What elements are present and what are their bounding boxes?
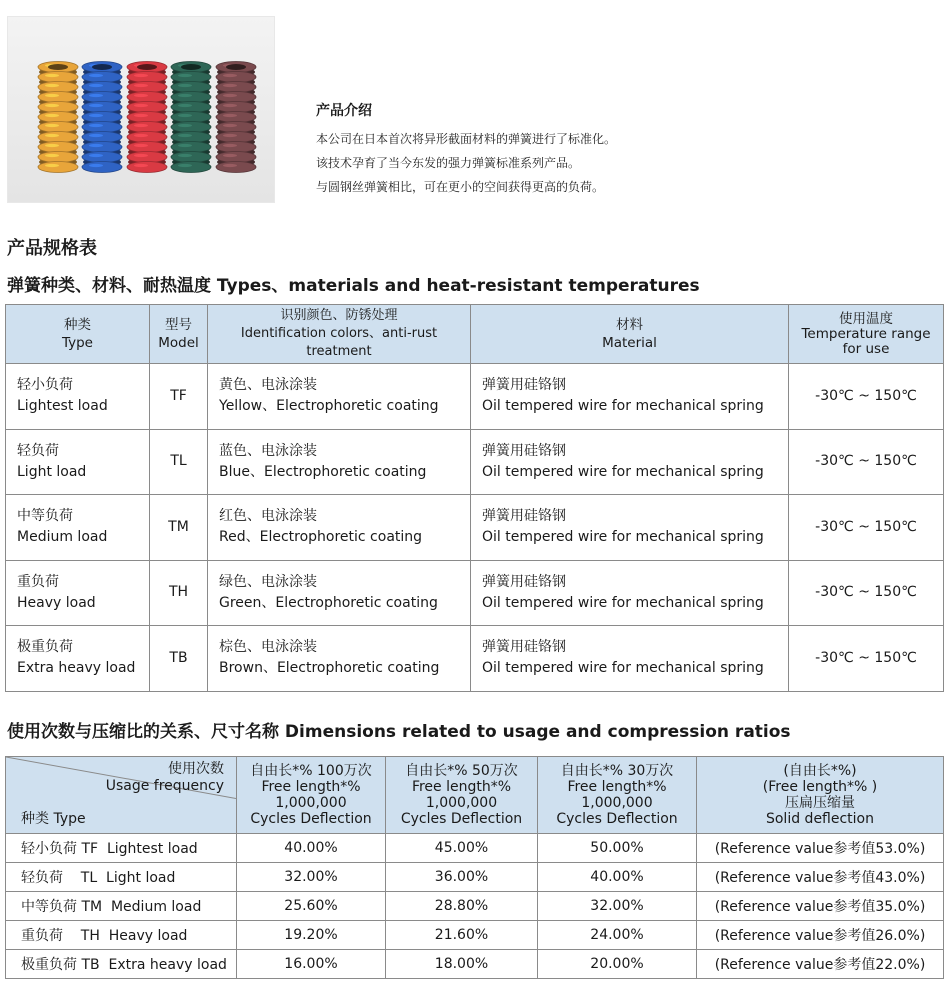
cell-value: 18.00%	[386, 950, 538, 979]
cell-model: TH	[150, 560, 208, 626]
corner-usage-cn: 使用次数	[168, 761, 224, 777]
header-type-en: Type	[61, 335, 93, 351]
header-temp-en2: for use	[842, 340, 890, 357]
cell-material	[471, 429, 789, 495]
color-en: Green、Electrophoretic coating	[219, 594, 438, 611]
color-cn: 绿色、电泳涂装	[219, 573, 317, 590]
header-model-cn: 型号	[165, 317, 192, 333]
cell-type: 中等负荷 TM Medium load	[6, 892, 237, 921]
cell-value: 25.60%	[237, 892, 386, 921]
cell-value: 32.00%	[237, 863, 386, 892]
header-line: Cycles Deflection	[556, 811, 678, 827]
material-cn: 弹簧用硅铬钢	[482, 639, 566, 656]
springs-photo	[7, 16, 275, 203]
cell-color	[208, 495, 471, 561]
table-row	[6, 863, 944, 892]
cell-value: 40.00%	[237, 834, 386, 863]
table-row	[6, 892, 944, 921]
header-line: Solid deflection	[765, 811, 874, 827]
header-usage-col	[237, 757, 386, 834]
header-line: (自由长*%)	[783, 763, 857, 779]
header-material-en: Material	[602, 335, 657, 351]
cell-color	[208, 364, 471, 430]
color-en: Brown、Electrophoretic coating	[219, 660, 440, 677]
cell-type	[6, 364, 150, 430]
spring-icon	[216, 62, 256, 173]
cell-value: 20.00%	[538, 950, 697, 979]
cell-reference: (Reference value参考值53.0%)	[697, 834, 944, 863]
table-row	[6, 950, 944, 979]
cell-color	[208, 429, 471, 495]
header-line: 压扁压缩量	[785, 795, 855, 811]
type-en: Extra heavy load	[17, 660, 136, 677]
header-line: Cycles Deflection	[400, 811, 523, 827]
spring-icon	[171, 62, 211, 173]
material-cn: 弹簧用硅铬钢	[482, 442, 566, 459]
table-row	[6, 921, 944, 950]
type-en: Heavy load	[17, 594, 96, 611]
corner-usage-en: Usage frequency	[105, 778, 224, 794]
header-material	[471, 305, 789, 364]
header-line: Free length*%	[567, 779, 667, 795]
types-heading: 弹簧种类、材料、耐热温度 Types、materials and heat-resistant temperatures	[7, 276, 700, 296]
table-row	[6, 495, 944, 561]
cell-value: 19.20%	[237, 921, 386, 950]
color-cn: 红色、电泳涂装	[219, 508, 317, 525]
material-en: Oil tempered wire for mechanical spring	[482, 594, 764, 611]
type-cn: 重负荷	[17, 573, 59, 590]
cell-type	[6, 495, 150, 561]
header-material-cn: 材料	[616, 317, 643, 333]
cell-type	[6, 429, 150, 495]
corner-type: 种类 Type	[21, 811, 86, 827]
material-en: Oil tempered wire for mechanical spring	[482, 398, 764, 415]
header-type	[6, 305, 150, 364]
cell-value: 16.00%	[237, 950, 386, 979]
cell-value: 45.00%	[386, 834, 538, 863]
cell-type: 轻负荷 TL Light load	[6, 863, 237, 892]
cell-type	[6, 626, 150, 692]
spring-icon	[38, 62, 78, 173]
cell-material	[471, 626, 789, 692]
cell-value: 40.00%	[538, 863, 697, 892]
table-row	[6, 560, 944, 626]
material-en: Oil tempered wire for mechanical spring	[482, 660, 764, 677]
table-header-row	[6, 757, 944, 834]
cell-reference: (Reference value参考值35.0%)	[697, 892, 944, 921]
header-color-cn: 识别颜色、防锈处理	[280, 308, 398, 323]
header-line: (Free length*% )	[762, 779, 878, 795]
usage-heading: 使用次数与压缩比的关系、尺寸名称 Dimensions related to usage and compression ratios	[7, 722, 791, 742]
usage-table	[5, 756, 944, 979]
header-line: 1,000,000	[581, 795, 653, 811]
spring-icon	[127, 62, 167, 173]
color-cn: 蓝色、电泳涂装	[219, 442, 317, 459]
type-cn: 中等负荷	[17, 508, 73, 525]
cell-reference: (Reference value参考值22.0%)	[697, 950, 944, 979]
springs-icon	[8, 17, 274, 202]
material-cn: 弹簧用硅铬钢	[482, 377, 566, 394]
cell-material	[471, 364, 789, 430]
cell-model: TF	[150, 364, 208, 430]
cell-value: 24.00%	[538, 921, 697, 950]
cell-temperature: -30℃ ~ 150℃	[789, 495, 944, 561]
header-temp-en1: Temperature range	[801, 325, 931, 342]
cell-temperature: -30℃ ~ 150℃	[789, 626, 944, 692]
table-header-row	[6, 305, 944, 364]
type-cn: 轻负荷	[17, 442, 59, 459]
cell-type: 轻小负荷 TF Lightest load	[6, 834, 237, 863]
intro-title: 产品介绍	[316, 103, 372, 119]
header-corner	[6, 757, 237, 834]
cell-model: TL	[150, 429, 208, 495]
cell-type: 极重负荷 TB Extra heavy load	[6, 950, 237, 979]
intro-line: 本公司在日本首次将异形截面材料的弹簧进行了标准化。	[316, 132, 617, 146]
color-cn: 棕色、电泳涂装	[219, 639, 317, 656]
header-solid-deflection	[697, 757, 944, 834]
header-model	[150, 305, 208, 364]
type-cn: 极重负荷	[17, 639, 73, 656]
intro-line: 与圆钢丝弹簧相比，可在更小的空间获得更高的负荷。	[316, 180, 605, 194]
table-row	[6, 364, 944, 430]
header-usage-col	[538, 757, 697, 834]
header-temperature	[789, 305, 944, 364]
color-cn: 黄色、电泳涂装	[219, 377, 317, 394]
cell-reference: (Reference value参考值43.0%)	[697, 863, 944, 892]
material-en: Oil tempered wire for mechanical spring	[482, 529, 764, 546]
product-intro	[316, 101, 916, 199]
type-cn: 轻小负荷	[17, 377, 73, 394]
header-line: 1,000,000	[275, 795, 347, 811]
header-type-cn: 种类	[64, 317, 91, 333]
material-cn: 弹簧用硅铬钢	[482, 508, 566, 525]
cell-model: TB	[150, 626, 208, 692]
header-line: 自由长*% 30万次	[560, 763, 674, 779]
cell-type	[6, 560, 150, 626]
cell-color	[208, 626, 471, 692]
spring-icon	[82, 62, 122, 173]
cell-value: 28.80%	[386, 892, 538, 921]
cell-type: 重负荷 TH Heavy load	[6, 921, 237, 950]
cell-value: 21.60%	[386, 921, 538, 950]
color-en: Red、Electrophoretic coating	[219, 529, 423, 546]
header-line: 自由长*% 100万次	[250, 763, 372, 779]
cell-temperature: -30℃ ~ 150℃	[789, 429, 944, 495]
material-en: Oil tempered wire for mechanical spring	[482, 463, 764, 480]
table-row	[6, 626, 944, 692]
header-color	[208, 305, 471, 364]
intro-line: 该技术孕育了当今东发的强力弹簧标准系列产品。	[316, 156, 581, 170]
header-line: Free length*%	[261, 779, 361, 795]
type-en: Lightest load	[17, 398, 108, 415]
color-en: Yellow、Electrophoretic coating	[219, 398, 439, 415]
cell-temperature: -30℃ ~ 150℃	[789, 364, 944, 430]
table-row	[6, 834, 944, 863]
type-en: Light load	[17, 463, 87, 480]
cell-color	[208, 560, 471, 626]
cell-value: 36.00%	[386, 863, 538, 892]
cell-reference: (Reference value参考值26.0%)	[697, 921, 944, 950]
cell-material	[471, 495, 789, 561]
cell-material	[471, 560, 789, 626]
cell-value: 32.00%	[538, 892, 697, 921]
header-color-en: Identification colors、anti-rust treatment	[240, 326, 438, 359]
color-en: Blue、Electrophoretic coating	[219, 463, 427, 480]
cell-value: 50.00%	[538, 834, 697, 863]
type-en: Medium load	[17, 529, 108, 546]
types-table	[5, 304, 944, 692]
page-title: 产品规格表	[7, 238, 97, 259]
header-line: Cycles Deflection	[250, 811, 372, 827]
header-line: 1,000,000	[425, 795, 498, 811]
header-temp-cn: 使用温度	[839, 310, 893, 327]
table-row	[6, 429, 944, 495]
cell-temperature: -30℃ ~ 150℃	[789, 560, 944, 626]
cell-model: TM	[150, 495, 208, 561]
header-model-en: Model	[158, 335, 199, 351]
material-cn: 弹簧用硅铬钢	[482, 573, 566, 590]
header-usage-col	[386, 757, 538, 834]
header-line: Free length*%	[411, 779, 512, 795]
header-line: 自由长*% 50万次	[405, 763, 518, 779]
